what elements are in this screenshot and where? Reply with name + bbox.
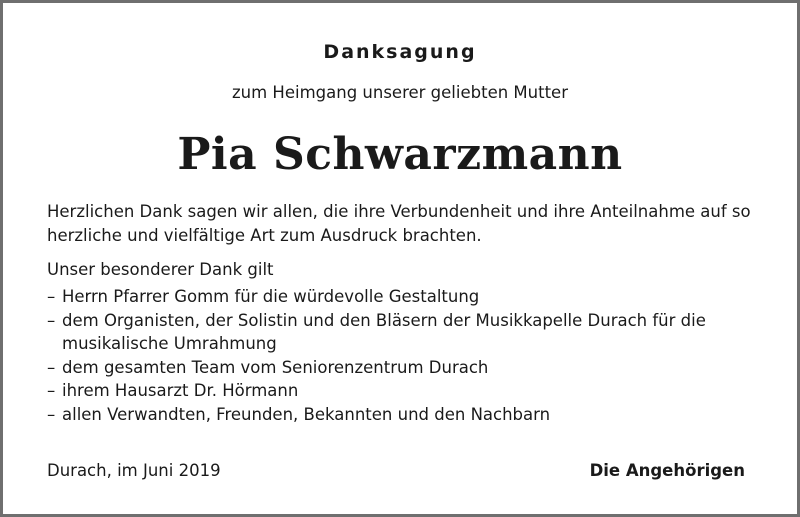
list-dash: – xyxy=(47,287,56,306)
list-item xyxy=(47,285,767,309)
deceased-name: Pia Schwarzmann xyxy=(177,129,623,180)
list-dash: – xyxy=(47,404,56,424)
notice-heading: Danksagung xyxy=(323,41,477,63)
list-item xyxy=(47,356,767,380)
list-dash: – xyxy=(47,381,56,400)
signature: Die Angehörigen xyxy=(589,461,745,480)
list-item xyxy=(47,379,767,403)
special-thanks-list xyxy=(47,285,767,426)
list-dash: – xyxy=(47,310,56,330)
list-item xyxy=(47,403,767,427)
notice-subheading: zum Heimgang unserer geliebten Mutter xyxy=(232,83,568,102)
list-item-text: Herrn Pfarrer Gomm für die würdevolle Gestaltung xyxy=(62,287,480,306)
list-dash: – xyxy=(47,357,56,377)
list-item-text: ihrem Hausarzt Dr. Hörmann xyxy=(62,381,299,400)
thanks-paragraph: Herzlichen Dank sagen wir allen, die ihre Verbundenheit und ihre Anteilnahme auf so herzliche und vielfältige Art zum Ausdruck brachten. xyxy=(47,202,751,245)
place-date: Durach, im Juni 2019 xyxy=(47,461,221,480)
list-item-text: dem gesamten Team vom Seniorenzentrum Durach xyxy=(62,357,489,377)
list-item xyxy=(47,309,767,356)
list-item-text: allen Verwandten, Freunden, Bekannten und den Nachbarn xyxy=(62,404,551,424)
special-thanks-intro: Unser besonderer Dank gilt xyxy=(47,260,274,279)
list-item-text: dem Organisten, der Solistin und den Bläsern der Musikkapelle Durach für die musikalische Umrahmung xyxy=(62,310,706,353)
